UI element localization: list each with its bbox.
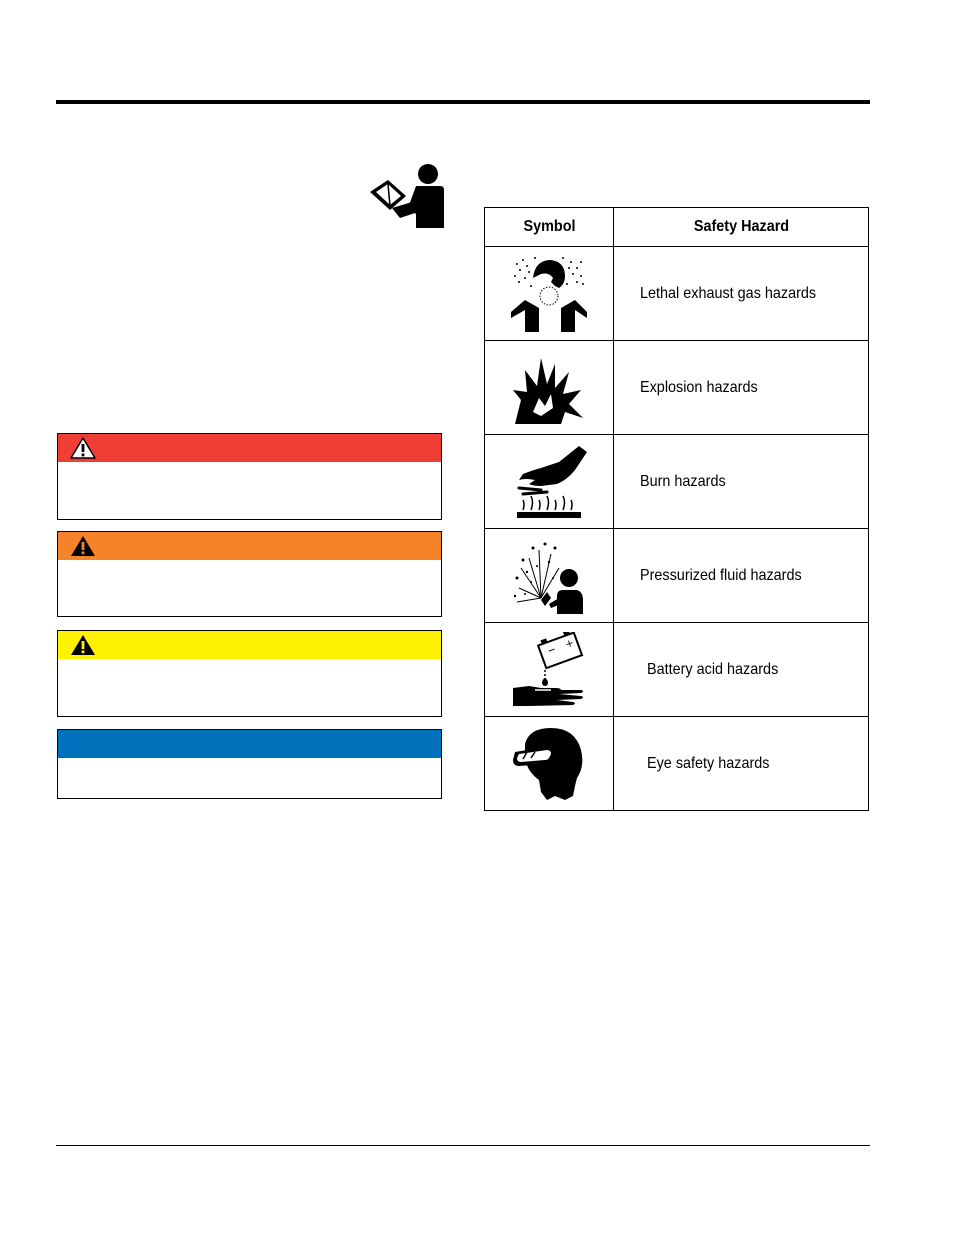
table-row — [485, 529, 869, 623]
hazard-label: Eye safety hazards — [647, 754, 770, 772]
svg-text:+: + — [563, 637, 576, 651]
caution-band — [58, 631, 441, 659]
table-row — [485, 623, 869, 717]
symbol-header: Symbol — [491, 208, 607, 247]
danger-band — [58, 434, 441, 462]
warning-box — [57, 531, 442, 617]
notice-box — [57, 729, 442, 799]
pressurized-fluid-icon — [511, 538, 587, 614]
top-rule — [56, 100, 870, 104]
warning-triangle-icon — [70, 437, 96, 459]
table-row — [485, 717, 869, 811]
hazard-label: Explosion hazards — [640, 378, 758, 396]
svg-text:−: − — [546, 643, 558, 657]
table-row — [485, 435, 869, 529]
table-header-row — [485, 208, 869, 247]
safety-hazard-header: Safety Hazard — [626, 208, 856, 247]
notice-band — [58, 730, 441, 758]
warning-triangle-icon — [70, 535, 96, 557]
hazard-label: Burn hazards — [640, 472, 726, 490]
hazard-label: Lethal exhaust gas hazards — [640, 284, 817, 302]
bottom-rule — [56, 1145, 870, 1146]
table-row — [485, 341, 869, 435]
warning-band — [58, 532, 441, 560]
burn-hand-icon — [511, 444, 587, 520]
hazard-label: Battery acid hazards — [647, 660, 779, 678]
eye-protection-icon — [511, 724, 587, 804]
table-row — [485, 247, 869, 341]
hazard-label: Pressurized fluid hazards — [640, 566, 802, 584]
read-manual-icon — [368, 162, 444, 228]
explosion-icon — [511, 350, 587, 426]
hazard-symbol-table — [484, 207, 869, 811]
exhaust-gas-icon — [511, 256, 587, 332]
caution-box — [57, 630, 442, 717]
battery-acid-icon — [511, 632, 587, 708]
warning-triangle-icon — [70, 634, 96, 656]
danger-box — [57, 433, 442, 520]
